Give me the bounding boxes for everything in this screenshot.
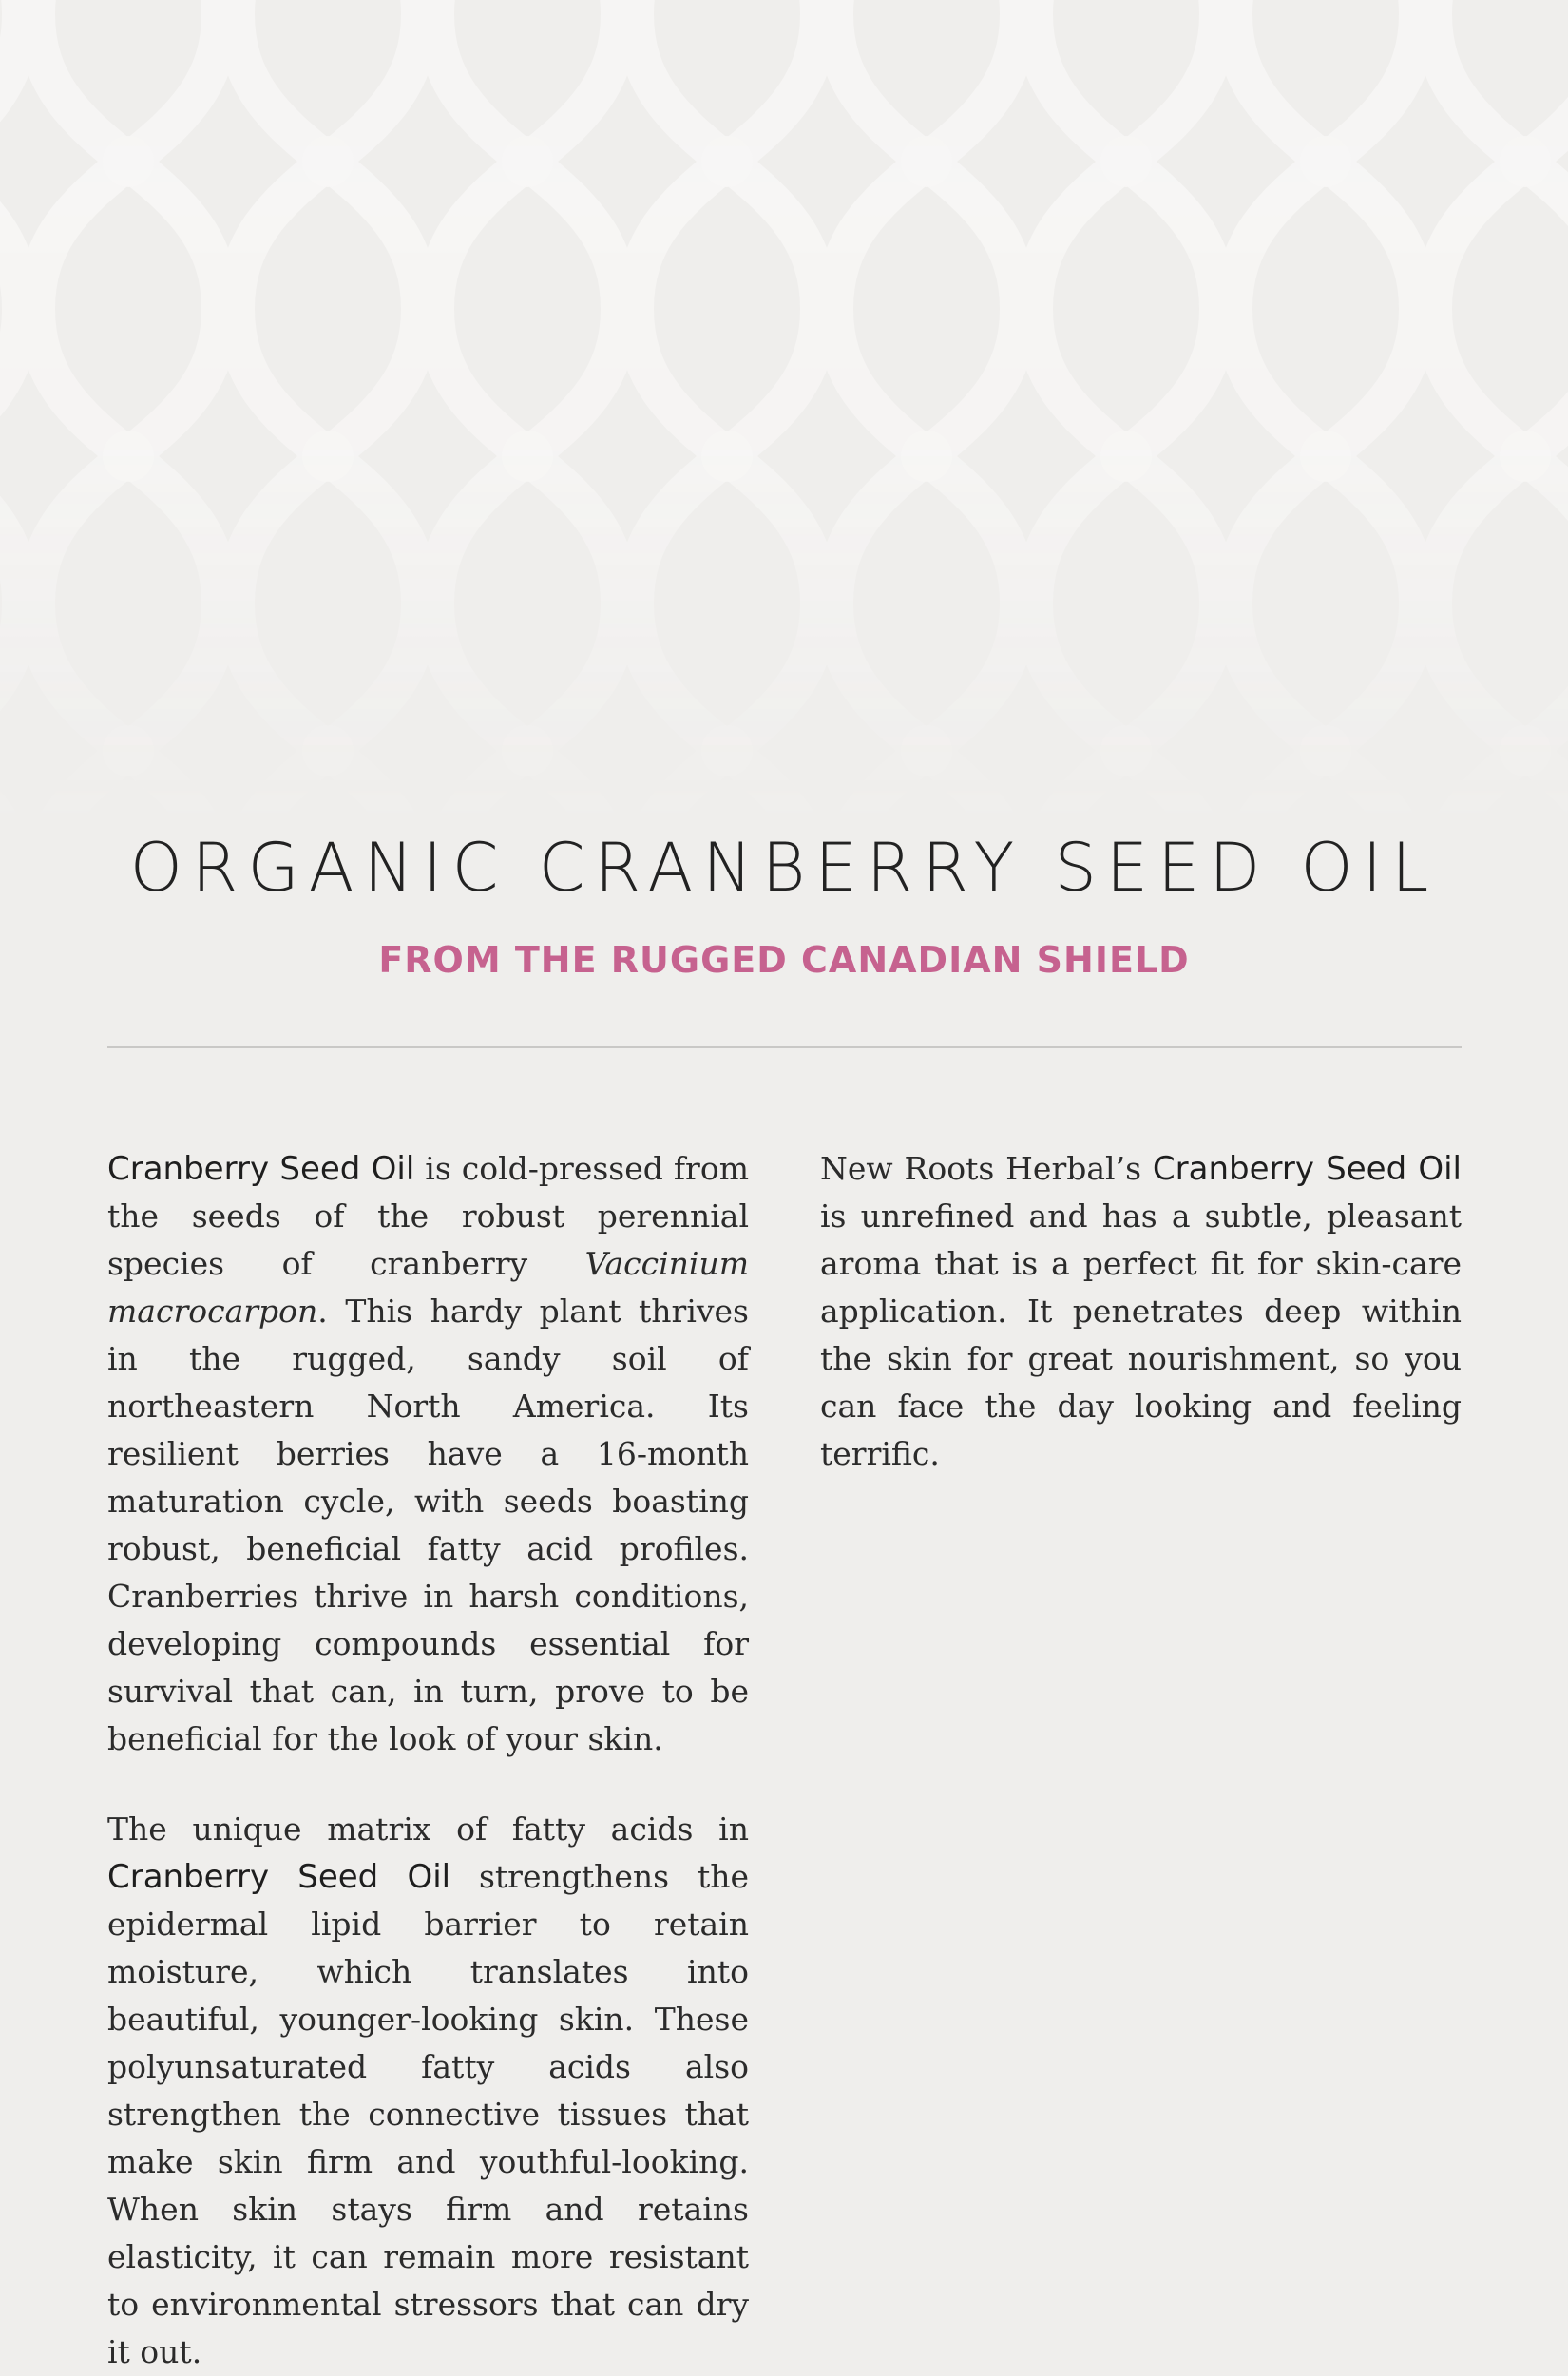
pattern-stroke: [527, 0, 620, 817]
page-title: ORGANIC CRANBERRY SEED OIL: [129, 829, 1439, 907]
paragraph-text: strengthens the epidermal lipid barrier to retain moisture, which translates into beautiful, younger-looking skin. These polyunsaturated fatty acids also strengthen the connective tissues that make skin firm and youthful-looking. When skin stays firm and retains elasticity, it can remain more resistant to environmental stressors that can dry it out.: [107, 1858, 749, 2370]
pattern-stroke: [727, 0, 819, 817]
species-name: Vaccinium macrocarpon: [107, 1245, 749, 1330]
paragraph-text: . This hardy plant thrives in the rugged, sandy soil of northeastern North America. Its resilient berries have a 16-month maturation cycle, with seeds boasting robust, beneficial fatty acid profiles. Cranberries thrive in harsh conditions, developing compounds essential for survival that can, in turn, prove to be beneficial for the look of your skin.: [107, 1293, 749, 1757]
pattern-dot: [302, 431, 354, 482]
pattern-dot: [901, 725, 952, 776]
paragraph-text: is cold-pressed from the seeds of the robust perennial species of cranberry: [107, 1150, 749, 1282]
pattern-dot: [1500, 725, 1551, 776]
pattern-stroke: [328, 0, 420, 817]
pattern-dot: [1500, 136, 1551, 187]
pattern-dot: [502, 431, 553, 482]
pattern-stroke: [435, 0, 527, 817]
pattern-stroke: [1326, 0, 1418, 817]
paragraph-intro: [107, 1145, 749, 1763]
pattern-stroke: [36, 0, 128, 817]
pattern-dot: [701, 725, 753, 776]
pattern-dot: [1300, 136, 1351, 187]
pattern-dot: [901, 136, 952, 187]
pattern-stroke: [236, 0, 328, 817]
pattern-dot: [701, 431, 753, 482]
pattern-dot: [901, 431, 952, 482]
pattern-dot: [502, 136, 553, 187]
paragraph-text: The unique matrix of fatty acids in: [107, 1811, 749, 1848]
text-column-right: [820, 1145, 1462, 1478]
pattern-dot: [1100, 136, 1152, 187]
pattern-dot: [302, 136, 354, 187]
product-name-highlight: Cranberry Seed Oil: [107, 1150, 415, 1188]
pattern-stroke: [834, 0, 927, 817]
pattern-dot: [1500, 431, 1551, 482]
pattern-stroke: [927, 0, 1019, 817]
pattern-dot: [1100, 431, 1152, 482]
pattern-dot: [502, 725, 553, 776]
pattern-stroke: [128, 0, 220, 817]
pattern-dot: [701, 136, 753, 187]
pattern-stroke: [0, 0, 21, 817]
pattern-stroke: [1525, 0, 1568, 817]
pattern-dot: [1300, 725, 1351, 776]
product-name-highlight: Cranberry Seed Oil: [107, 1858, 451, 1896]
paragraph-text: is unrefined and has a subtle, pleasant aroma that is a perfect fit for skin-care application. It penetrates deep within the skin for great nourishment, so you can face the day looking and feeling terrific.: [820, 1198, 1462, 1472]
pattern-dot: [103, 431, 154, 482]
pattern-stroke: [635, 0, 727, 817]
pattern-dot: [1100, 725, 1152, 776]
pattern-dot: [103, 725, 154, 776]
pattern-stroke: [1034, 0, 1126, 817]
pattern-dot: [1300, 431, 1351, 482]
divider: [107, 1046, 1462, 1048]
paragraph-fatty-acids: [107, 1806, 749, 2376]
pattern-stroke: [1126, 0, 1218, 817]
pattern-dot: [302, 725, 354, 776]
pattern-dot: [103, 136, 154, 187]
paragraph-text: New Roots Herbal’s: [820, 1150, 1153, 1187]
pattern-stroke: [1433, 0, 1525, 817]
text-column-left: [107, 1145, 749, 2376]
product-name-highlight: Cranberry Seed Oil: [1152, 1150, 1462, 1188]
page-subtitle: FROM THE RUGGED CANADIAN SHIELD: [378, 939, 1190, 981]
pattern-stroke: [1233, 0, 1326, 817]
paragraph-product: [820, 1145, 1462, 1478]
decorative-pattern: [0, 0, 1568, 817]
